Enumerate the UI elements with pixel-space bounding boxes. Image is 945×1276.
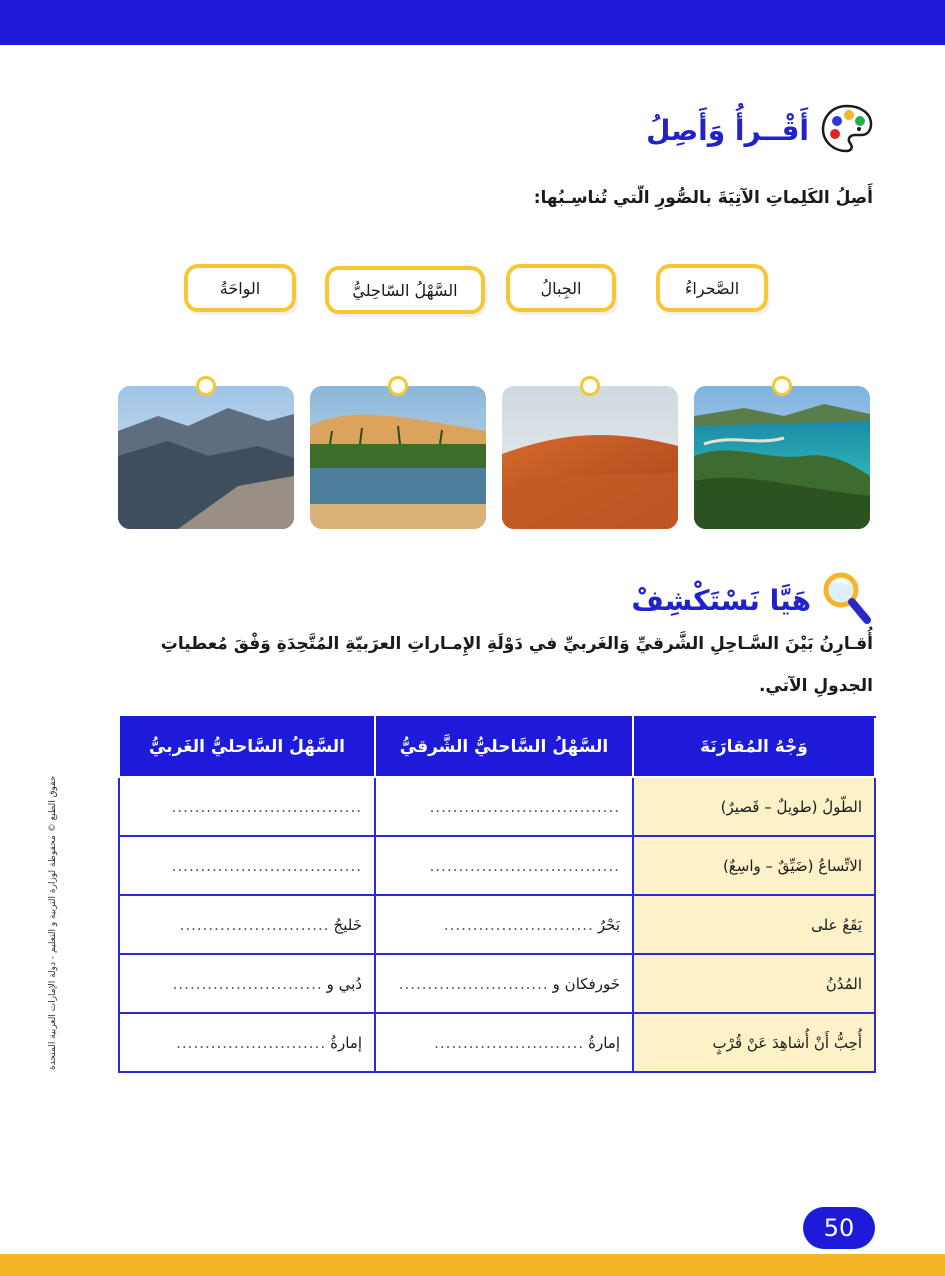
word-coastal-plain[interactable]: السَّهْلُ السّاحِليُّ [325, 266, 485, 314]
answer-blank[interactable]: ................................. [429, 797, 620, 816]
photo-oasis-item [310, 376, 486, 529]
comparison-table [118, 716, 876, 1073]
palette-icon [819, 100, 875, 160]
answer-prefix: بَحْرُ [597, 915, 620, 934]
west-answer-cell[interactable] [119, 954, 375, 1013]
west-answer-cell[interactable] [119, 895, 375, 954]
connector-dot[interactable] [388, 376, 408, 396]
table-row [119, 1013, 875, 1072]
word-mountains[interactable]: الجِبالُ [506, 264, 616, 312]
compare-instruction-line2: الجدولِ الآتي. [758, 676, 873, 696]
section-title: هَيَّا نَسْتَكْشِفْ [631, 583, 811, 617]
table-row [119, 836, 875, 895]
page-number: 50 [803, 1207, 875, 1249]
aspect-cell: يَقَعُ على [633, 895, 875, 954]
header-west-coast: السَّهْلُ السَّاحليُّ الغَربيُّ [119, 717, 375, 777]
copyright-note: حقوق الطبع © محفوظة لوزارة التربية و التعليم - دولة الإمارات العربية المتحدة [48, 775, 58, 1070]
section-explore-header [631, 570, 873, 630]
east-answer-cell[interactable] [375, 836, 633, 895]
magnifier-icon [821, 570, 873, 630]
aspect-cell: أُحِبُّ أَنْ أُشاهِدَ عَنْ قُرْبٍ [633, 1013, 875, 1072]
answer-blank[interactable]: ................................. [171, 856, 362, 875]
east-answer-cell[interactable] [375, 1013, 633, 1072]
answer-blank[interactable]: .......................... [443, 915, 594, 934]
west-answer-cell[interactable] [119, 1013, 375, 1072]
photo-desert-item [502, 376, 678, 529]
header-aspect: وَجْهُ المُقارَنَةَ [633, 717, 875, 777]
section-title: أَقْــرأُ وَأَصِلُ [646, 113, 809, 147]
answer-blank[interactable]: ................................. [171, 797, 362, 816]
oasis-photo [310, 386, 486, 529]
mountains-photo [118, 386, 294, 529]
connector-dot[interactable] [772, 376, 792, 396]
east-answer-cell[interactable] [375, 954, 633, 1013]
east-answer-cell[interactable] [375, 777, 633, 836]
table-row [119, 954, 875, 1013]
top-bar [0, 0, 945, 45]
east-answer-cell[interactable] [375, 895, 633, 954]
connector-dot[interactable] [196, 376, 216, 396]
compare-instruction-line1: أُقـارِنُ بَيْنَ السَّـاحِلِ الشَّرقيِّ وَالغَربيِّ في دَوْلَةِ الإِمـاراتِ العرَبيّةِ المُتَّحِدَةِ وَفْقَ مُعطياتِ [160, 634, 873, 654]
word-desert[interactable]: الصَّحراءُ [656, 264, 768, 312]
table-row [119, 895, 875, 954]
answer-blank[interactable]: .......................... [434, 1033, 585, 1052]
answer-blank[interactable]: .......................... [172, 974, 323, 993]
answer-prefix: إمارةُ [330, 1033, 362, 1052]
aspect-cell: الطّولُ (طويلٌ – قَصيرٌ) [633, 777, 875, 836]
matching-instruction: أَصِلُ الكَلِماتِ الآتِيَةَ بالصُّورِ الّتي تُناسِـبُها: [533, 188, 873, 208]
aspect-cell: الاتِّساعُ (ضَيِّقٌ – واسِعٌ) [633, 836, 875, 895]
answer-blank[interactable]: ................................. [429, 856, 620, 875]
photo-mountains-item [118, 376, 294, 529]
west-answer-cell[interactable] [119, 777, 375, 836]
desert-dunes-photo [502, 386, 678, 529]
section-read-connect-header [646, 100, 875, 160]
header-east-coast: السَّهْلُ السَّاحليُّ الشَّرقيُّ [375, 717, 633, 777]
west-answer-cell[interactable] [119, 836, 375, 895]
answer-blank[interactable]: .......................... [398, 974, 549, 993]
bottom-bar [0, 1254, 945, 1276]
connector-dot[interactable] [580, 376, 600, 396]
answer-blank[interactable]: .......................... [176, 1033, 327, 1052]
answer-prefix: دُبي و [326, 974, 362, 993]
answer-prefix: خَورفكان و [552, 974, 620, 993]
aspect-cell: المُدُنُ [633, 954, 875, 1013]
answer-prefix: إمارةُ [588, 1033, 620, 1052]
word-oasis[interactable]: الواحَةُ [184, 264, 296, 312]
coast-photo [694, 386, 870, 529]
photo-coast-item [694, 376, 870, 529]
answer-blank[interactable]: .......................... [179, 915, 330, 934]
table-row [119, 777, 875, 836]
answer-prefix: خَليجُ [333, 915, 362, 934]
